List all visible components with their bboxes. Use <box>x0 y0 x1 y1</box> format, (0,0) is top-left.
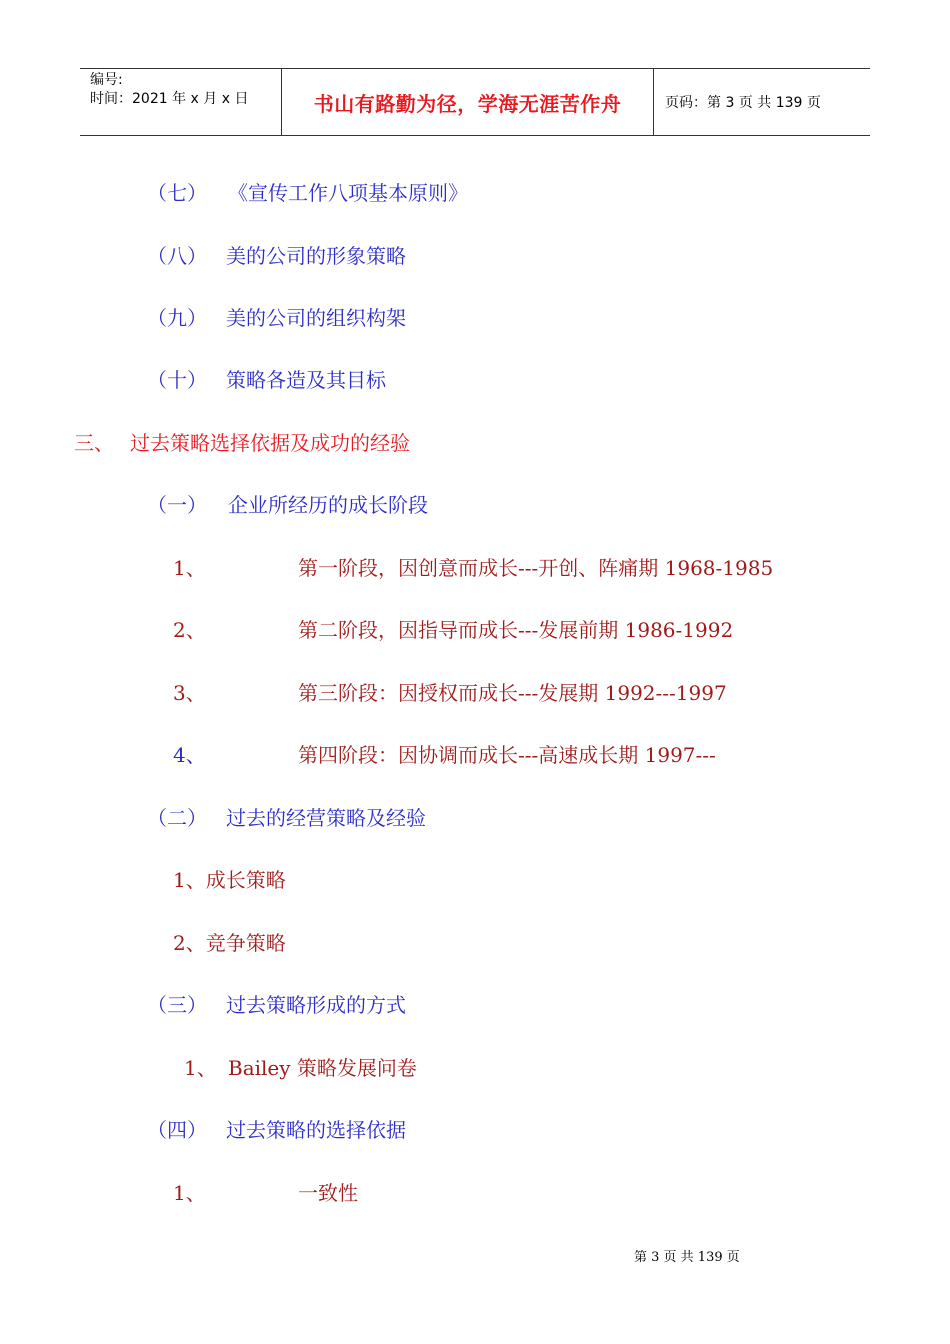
header-meta <box>80 69 282 135</box>
toc-line-number: 4、 <box>173 743 206 767</box>
toc-line-number: 3、 <box>173 681 206 705</box>
toc-line-text: 策略各造及其目标 <box>226 368 386 392</box>
toc-line-text: 第三阶段：因授权而成长---发展期 1992---1997 <box>298 681 727 705</box>
toc-line-number: （一） <box>147 493 207 517</box>
time-label: 时间：2021 年 x 月 x 日 <box>90 91 249 107</box>
toc-line-number: （八） <box>147 244 207 268</box>
page-header <box>80 68 870 136</box>
toc-line-text: 一致性 <box>298 1181 358 1205</box>
toc-line-text: 第四阶段：因协调而成长---高速成长期 1997--- <box>298 743 716 767</box>
toc-line-number: （七） <box>147 181 207 205</box>
toc-line-text: 1、成长策略 <box>173 868 286 892</box>
toc-line-number: （九） <box>147 306 207 330</box>
toc-line-text: 过去策略选择依据及成功的经验 <box>130 431 410 455</box>
header-page-label: 页码：第 3 页 共 139 页 <box>665 95 821 111</box>
toc-line-text: 2、竞争策略 <box>173 931 286 955</box>
toc-line-text: 过去策略形成的方式 <box>226 993 406 1017</box>
toc-line-number: 1、 <box>184 1056 217 1080</box>
toc-line-number: （四） <box>147 1118 207 1142</box>
toc-line-text: 企业所经历的成长阶段 <box>228 493 428 517</box>
toc-line-text: 过去的经营策略及经验 <box>226 806 426 830</box>
toc-line-number: 1、 <box>173 556 206 580</box>
toc-line-number: （三） <box>147 993 207 1017</box>
toc-line-text: Bailey 策略发展问卷 <box>228 1056 417 1080</box>
toc-line-number: （十） <box>147 368 207 392</box>
toc-line-text: 美的公司的形象策略 <box>226 244 406 268</box>
toc-line-number: （二） <box>147 806 207 830</box>
toc-line-text: 美的公司的组织构架 <box>226 306 406 330</box>
toc-line-text: 《宣传工作八项基本原则》 <box>228 181 468 205</box>
toc-line-number: 1、 <box>173 1181 206 1205</box>
toc-line-text: 第二阶段，因指导而成长---发展前期 1986-1992 <box>298 618 734 642</box>
toc-line-text: 过去策略的选择依据 <box>226 1118 406 1142</box>
toc-line-number: 2、 <box>173 618 206 642</box>
toc-line-number: 三、 <box>74 431 114 455</box>
toc-line-text: 第一阶段，因创意而成长---开创、阵痛期 1968-1985 <box>298 556 774 580</box>
footer-page-number: 第 3 页 共 139 页 <box>634 1250 740 1265</box>
header-motto: 书山有路勤为径，学海无涯苦作舟 <box>282 69 654 135</box>
number-label: 编号: <box>90 72 123 88</box>
